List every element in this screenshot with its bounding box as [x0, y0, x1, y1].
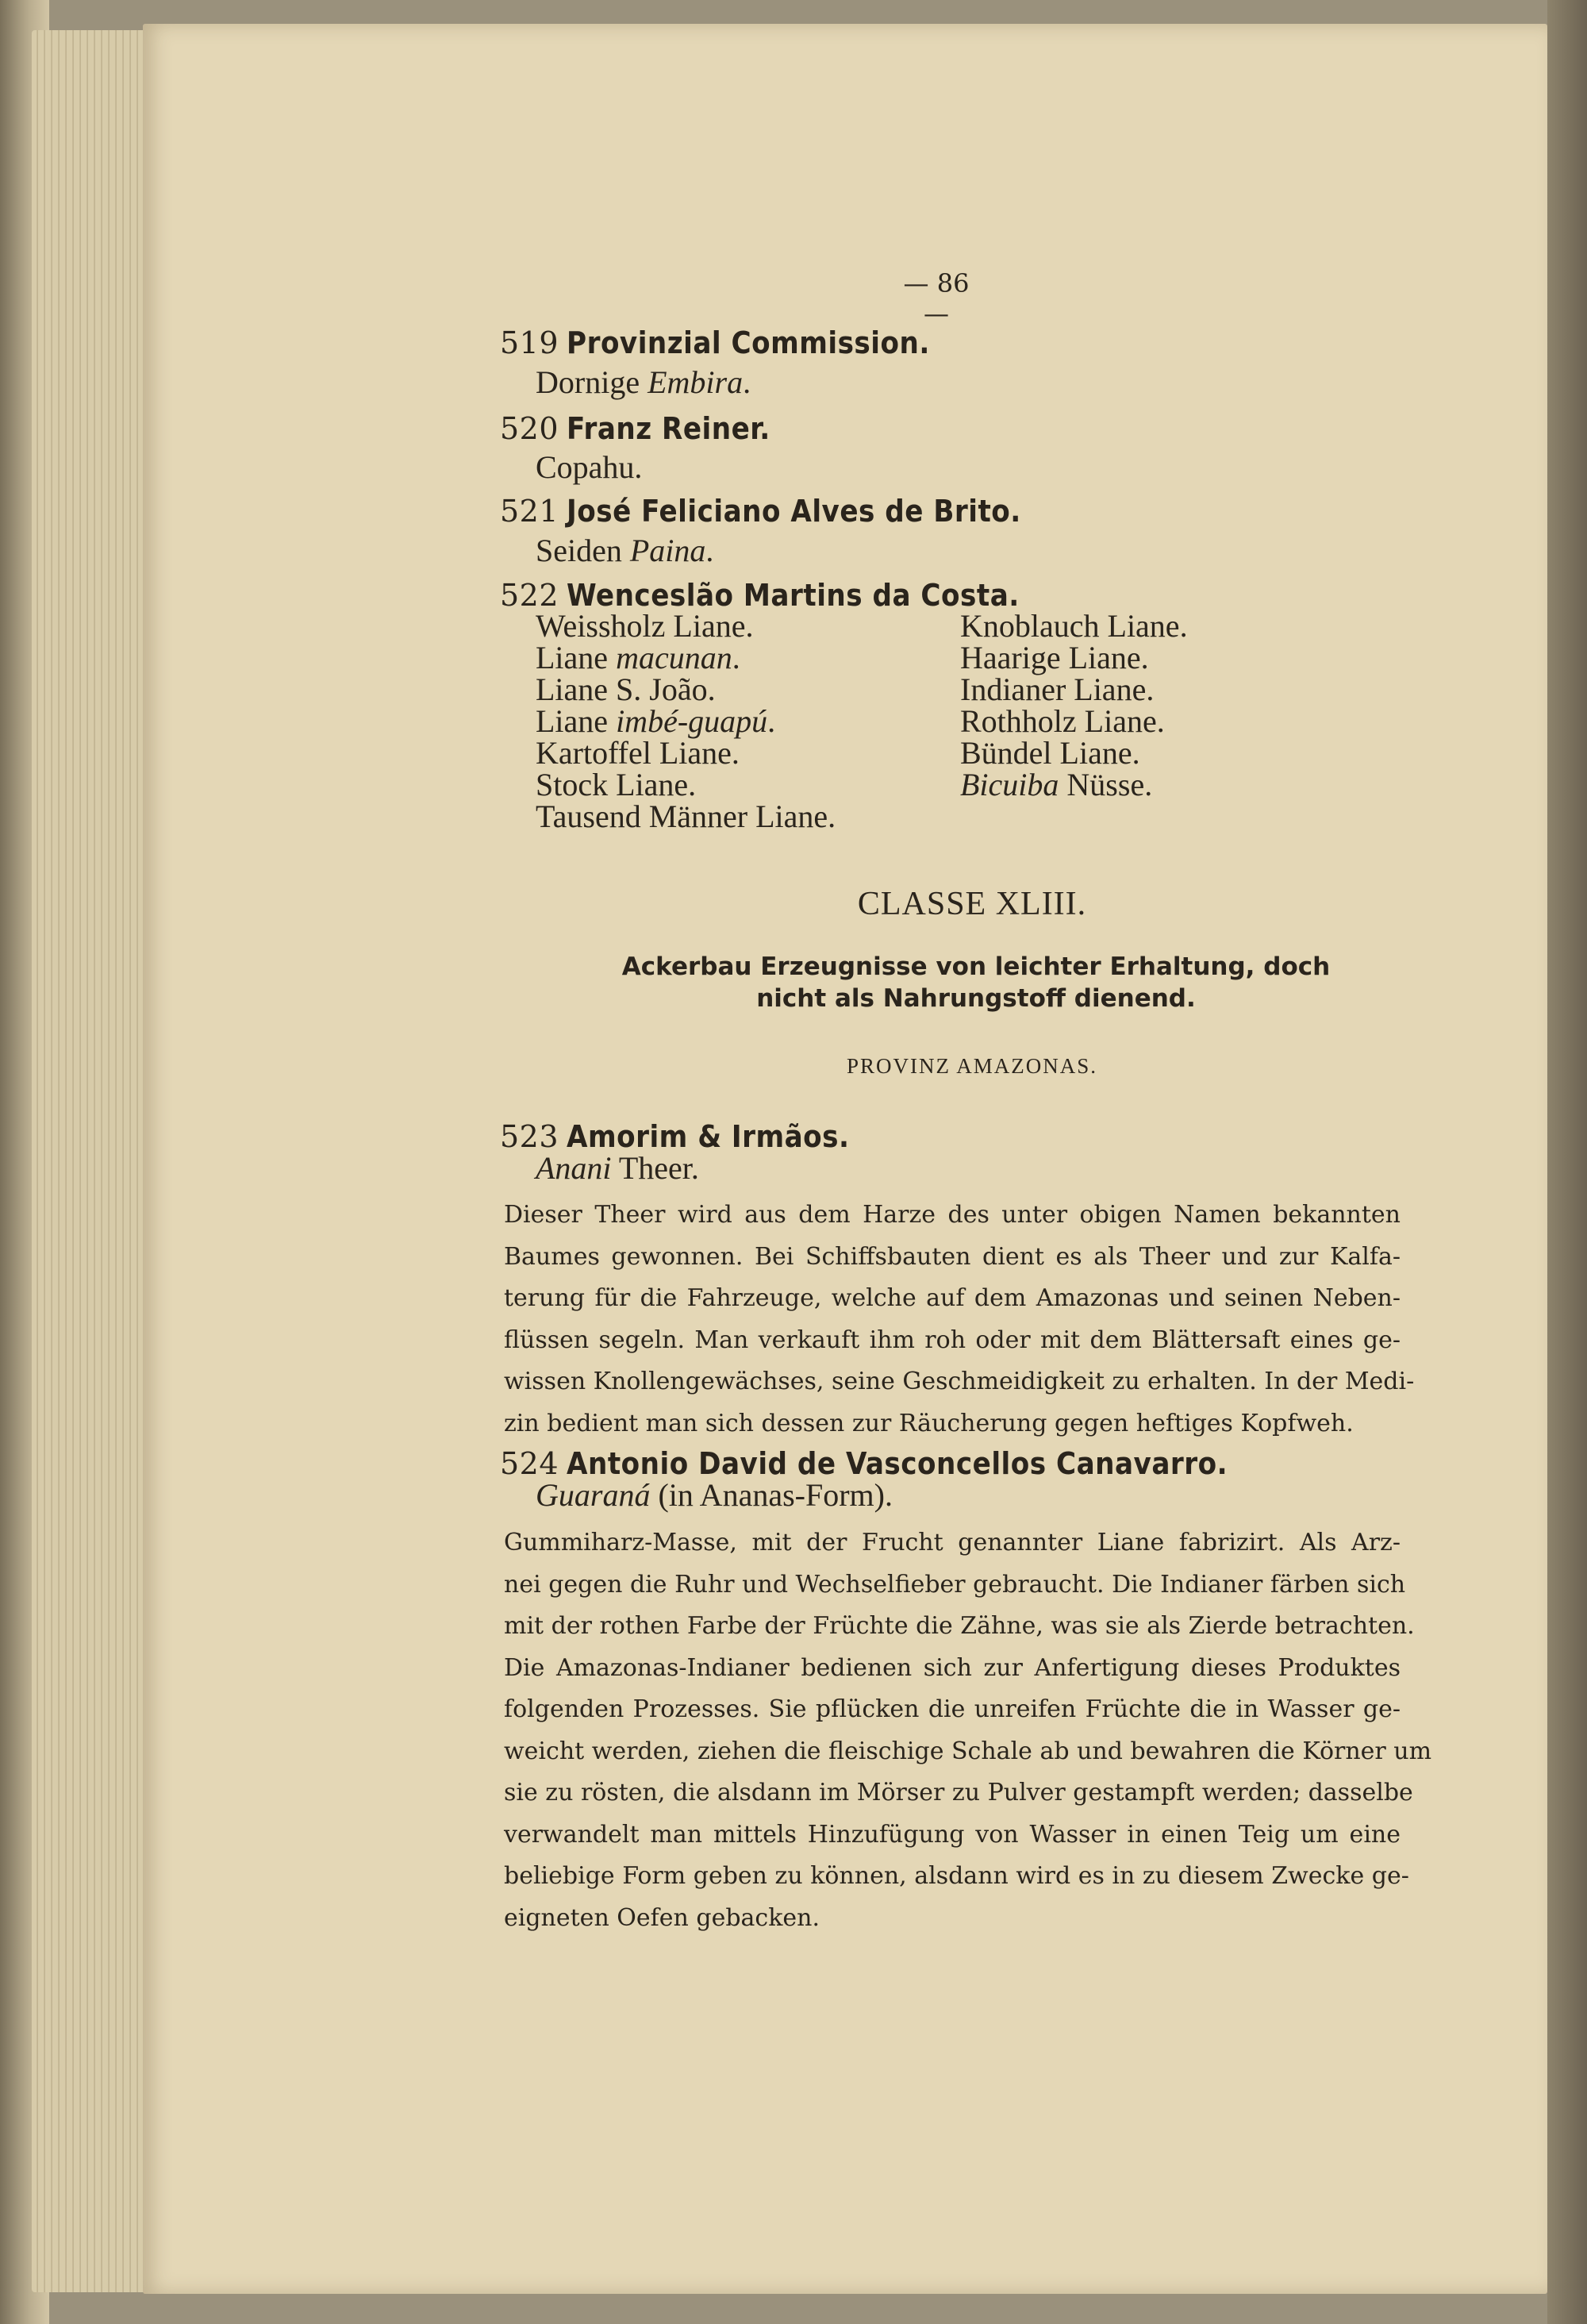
entry-number: 521 — [500, 494, 559, 529]
list-item: Kartoffel Liane. — [536, 735, 740, 771]
entry-523-description: Dieser Theer wird aus dem Harze des unter obigen Namen bekannten Baumes gewonnen. Bei Schiffsbauten dient es als Theer und zur Kalfa- terung für die Fahrzeuge, welche auf dem Amazonas und seinen Neben- flüssen segeln. Man verkauft ihm roh oder mit dem Blättersaft eines ge- wissen Knollengewächses, seine Geschmeidigkeit zu erhalten. In der Medi- zin bedient man sich dessen zur Räucherung gegen heftiges Kopfweh. — [504, 1201, 1415, 1437]
exhibitor-name: José Feliciano Alves de Brito. — [567, 494, 1021, 529]
list-item: Knoblauch Liane. — [960, 608, 1188, 644]
list-item: Stock Liane. — [536, 767, 697, 802]
book-page — [143, 24, 1547, 2294]
exhibitor-name: Antonio David de Vasconcellos Canavarro. — [567, 1446, 1228, 1481]
list-item: Haarige Liane. — [960, 640, 1149, 675]
page-number: — 86 — — [903, 268, 970, 329]
exhibitor-name: Provinzial Commission. — [567, 325, 930, 360]
entry-521-heading — [500, 494, 1021, 529]
class-subtitle: Ackerbau Erzeugnisse von leichter Erhaltung, doch nicht als Nahrungstoff dienend. — [621, 952, 1331, 1013]
list-item: Rothholz Liane. — [960, 703, 1165, 739]
entry-number: 524 — [500, 1446, 559, 1481]
page-edges — [32, 30, 151, 2292]
entry-number: 523 — [500, 1119, 559, 1154]
entry-number: 520 — [500, 411, 559, 446]
list-item: Liane S. João. — [536, 671, 716, 707]
province-heading: PROVINZ AMAZONAS. — [846, 1054, 1098, 1078]
list-item: Liane imbé-guapú. — [536, 703, 776, 739]
right-margin-shadow — [1547, 0, 1587, 2324]
entry-521-item: Seiden Paina. — [536, 533, 714, 568]
exhibitor-name: Wenceslão Martins da Costa. — [567, 578, 1020, 613]
list-item: Indianer Liane. — [960, 671, 1155, 707]
list-item: Bündel Liane. — [960, 735, 1140, 771]
entry-520-item: Copahu. — [536, 449, 643, 485]
entry-524-item: Guaraná (in Ananas-Form). — [536, 1477, 893, 1513]
class-heading: CLASSE XLIII. — [857, 886, 1087, 922]
entry-524-description: Gummiharz-Masse, mit der Frucht genannter Liane fabrizirt. Als Arz- nei gegen die Ruhr und Wechselfieber gebraucht. Die Indianer färben sich mit der rothen Farbe der Früchte die Zähne, was sie als Zierde betrachten. Die Amazonas-Indianer bedienen sich zur Anfertigung dieses Produktes folgenden Prozesses. Sie pflücken die unreifen Früchte die in Wasser ge- weicht werden, ziehen die fleischige Schale ab und bewahren die Körner um sie zu rösten, die alsdann im Mörser zu Pulver gestampft werden; dasselbe verwandelt man mittels Hinzufügung von Wasser in einen Teig um eine beliebige Form geben zu können, alsdann wird es in zu diesem Zwecke ge- eigneten Oefen gebacken. — [504, 1529, 1432, 1932]
entry-520-heading — [500, 411, 770, 446]
entry-number: 519 — [500, 325, 559, 360]
entry-519-item: Dornige Embira. — [536, 364, 751, 400]
list-item: Tausend Männer Liane. — [536, 798, 836, 834]
list-item: Weissholz Liane. — [536, 608, 754, 644]
entry-523-item: Anani Theer. — [536, 1150, 699, 1186]
list-item: Liane macunan. — [536, 640, 740, 675]
exhibitor-name: Amorim & Irmãos. — [567, 1119, 850, 1154]
exhibitor-name: Franz Reiner. — [567, 411, 770, 446]
list-item: Bicuiba Nüsse. — [960, 767, 1153, 802]
entry-519-heading — [500, 325, 930, 360]
entry-number: 522 — [500, 578, 559, 613]
